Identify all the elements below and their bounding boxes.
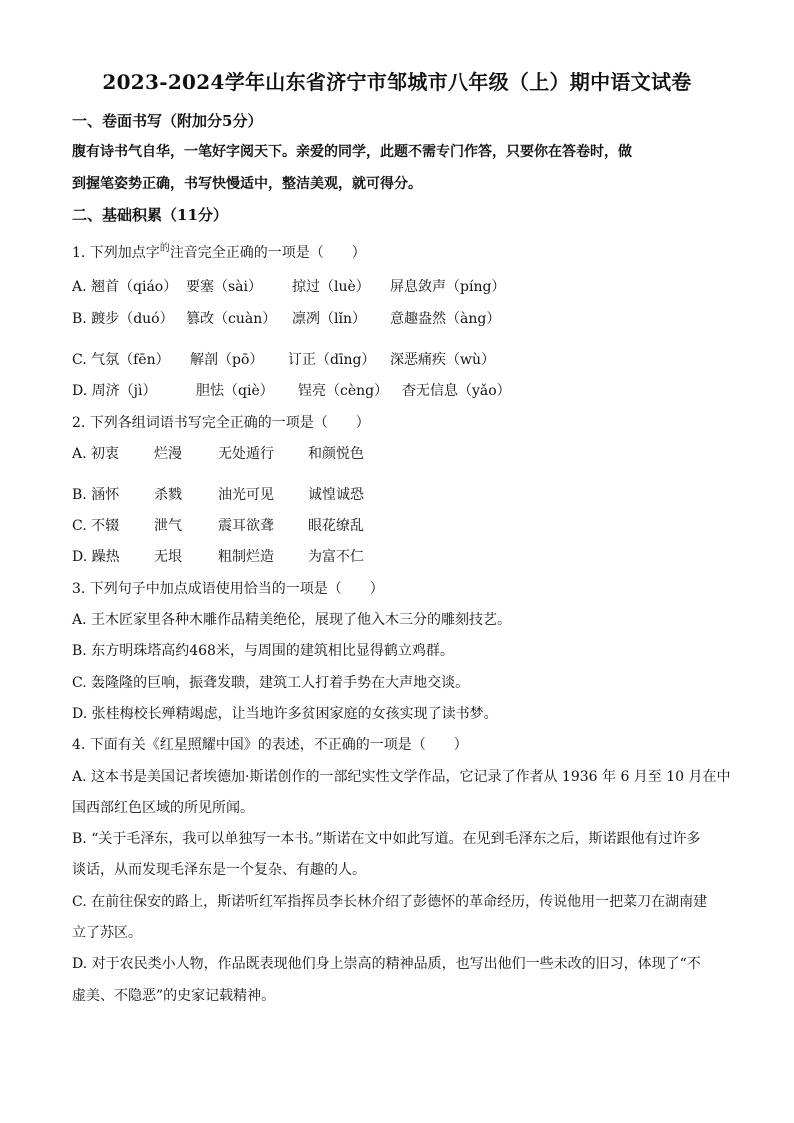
q2-c-3: 震耳欲聋 xyxy=(218,518,274,534)
q4-option-b-line2: 谈话，从而发现毛泽东是一个复杂、有趣的人。 xyxy=(72,862,366,878)
q1-d-4: 杳无信息（yǎo） xyxy=(402,383,511,399)
q4-stem: 4. 下面有关《红星照耀中国》的表述，不正确的一项是（ ） xyxy=(72,737,468,753)
q2-d-3: 粗制烂造 xyxy=(218,549,274,565)
q2-b-1: B. 涵怀 xyxy=(72,487,120,503)
q1-b-2: 篡改（cuàn） xyxy=(186,311,277,327)
q1-stem xyxy=(72,242,366,262)
q3-stem: 3. 下列句子中加点成语使用恰当的一项是（ ） xyxy=(72,581,384,597)
q2-a-2: 烂漫 xyxy=(154,446,182,462)
q2-d-2: 无垠 xyxy=(154,549,182,565)
q1-d-3: 锃亮（cèng） xyxy=(298,383,389,399)
q1-option-c xyxy=(72,349,495,369)
q1-b-4: 意趣盎然（àng） xyxy=(390,311,501,327)
q1-option-d xyxy=(72,380,511,400)
q2-a-1: A. 初衷 xyxy=(72,446,120,462)
q1-b-3: 凛冽（lǐn） xyxy=(292,311,366,327)
q1-stem-sup: 的 xyxy=(159,243,170,254)
q2-d-4: 为富不仁 xyxy=(308,549,364,565)
section1-line1: 腹有诗书气自华，一笔好字阅天下。亲爱的同学，此题不需专门作答，只要你在答卷时，做 xyxy=(72,144,632,160)
q1-a-3: 掠过（luè） xyxy=(292,279,370,295)
q4-option-c-line1: C. 在前往保安的路上，斯诺听红军指挥员李长林介绍了彭德怀的革命经历，传说他用一把菜刀在湖南建 xyxy=(72,894,708,910)
q4-option-c-line2: 立了苏区。 xyxy=(72,925,142,941)
q3-option-b: B. 东方明珠塔高约468米，与周围的建筑相比显得鹤立鸡群。 xyxy=(72,643,454,659)
q2-c-4: 眼花缭乱 xyxy=(308,518,364,534)
q1-a-2: 要塞（sài） xyxy=(186,279,263,295)
q1-c-3: 订正（dīng） xyxy=(288,352,376,368)
q4-option-b-line1: B. “关于毛泽东，我可以单独写一本书。”斯诺在文中如此写道。在见到毛泽东之后，斯诺跟他有过许多 xyxy=(72,831,701,847)
q1-option-b xyxy=(72,308,500,328)
q1-a-1: A. 翘首（qiáo） xyxy=(72,279,178,295)
q1-d-1: D. 周济（jì） xyxy=(72,383,157,399)
q4-option-a-line1: A. 这本书是美国记者埃德加·斯诺创作的一部纪实性文学作品，它记录了作者从 1936 年 6 月至 10 月在中 xyxy=(72,769,731,785)
q4-option-a-line2: 国西部红色区域的所见所闻。 xyxy=(72,800,254,816)
q2-c-2: 泄气 xyxy=(154,518,182,534)
q4-option-d-line2: 虚美、不隐恶”的史家记载精神。 xyxy=(72,988,276,1004)
q1-option-a xyxy=(72,276,505,296)
q1-a-4: 屏息敛声（píng） xyxy=(390,279,506,295)
q2-option-a xyxy=(72,443,364,463)
q2-option-b xyxy=(72,484,364,504)
q1-d-2: 胆怯（qiè） xyxy=(196,383,274,399)
q1-b-1: B. 踱步（duó） xyxy=(72,311,174,327)
q1-stem-a: 1. 下列加点字 xyxy=(72,245,160,261)
q2-stem: 2. 下列各组词语书写完全正确的一项是（ ） xyxy=(72,415,370,431)
q1-c-4: 深恶痛疾（wù） xyxy=(390,352,495,368)
q2-option-c xyxy=(72,515,364,535)
q2-b-3: 油光可见 xyxy=(218,487,274,503)
q1-stem-b: 注音完全正确的一项是（ ） xyxy=(169,245,366,261)
section1-line2: 到握笔姿势正确，书写快慢适中，整洁美观，就可得分。 xyxy=(72,176,422,192)
q2-d-1: D. 躁热 xyxy=(72,549,120,565)
q1-c-2: 解剖（pō） xyxy=(190,352,264,368)
exam-title: 2023-2024学年山东省济宁市邹城市八年级（上）期中语文试卷 xyxy=(102,70,692,94)
q2-b-4: 诚惶诚恐 xyxy=(308,487,364,503)
section1-heading: 一、卷面书写（附加分5分） xyxy=(72,112,263,130)
q2-option-d xyxy=(72,546,364,566)
q3-option-d: D. 张桂梅校长殚精竭虑，让当地许多贫困家庭的女孩实现了读书梦。 xyxy=(72,706,498,722)
q2-a-4: 和颜悦色 xyxy=(308,446,364,462)
section2-heading: 二、基础积累（11分） xyxy=(72,206,228,224)
q2-b-2: 杀戮 xyxy=(154,487,182,503)
q2-a-3: 无处遁行 xyxy=(218,446,274,462)
q3-option-a: A. 王木匠家里各种木雕作品精美绝伦，展现了他入木三分的雕刻技艺。 xyxy=(72,612,512,628)
q4-option-d-line1: D. 对于农民类小人物，作品既表现他们身上崇高的精神品质，也写出他们一些未改的旧习，体现了“不 xyxy=(72,956,701,972)
q1-c-1: C. 气氛（fēn） xyxy=(72,352,170,368)
q3-option-c: C. 轰隆隆的巨响，振聋发聩，建筑工人打着手势在大声地交谈。 xyxy=(72,675,470,691)
q2-c-1: C. 不辍 xyxy=(72,518,120,534)
